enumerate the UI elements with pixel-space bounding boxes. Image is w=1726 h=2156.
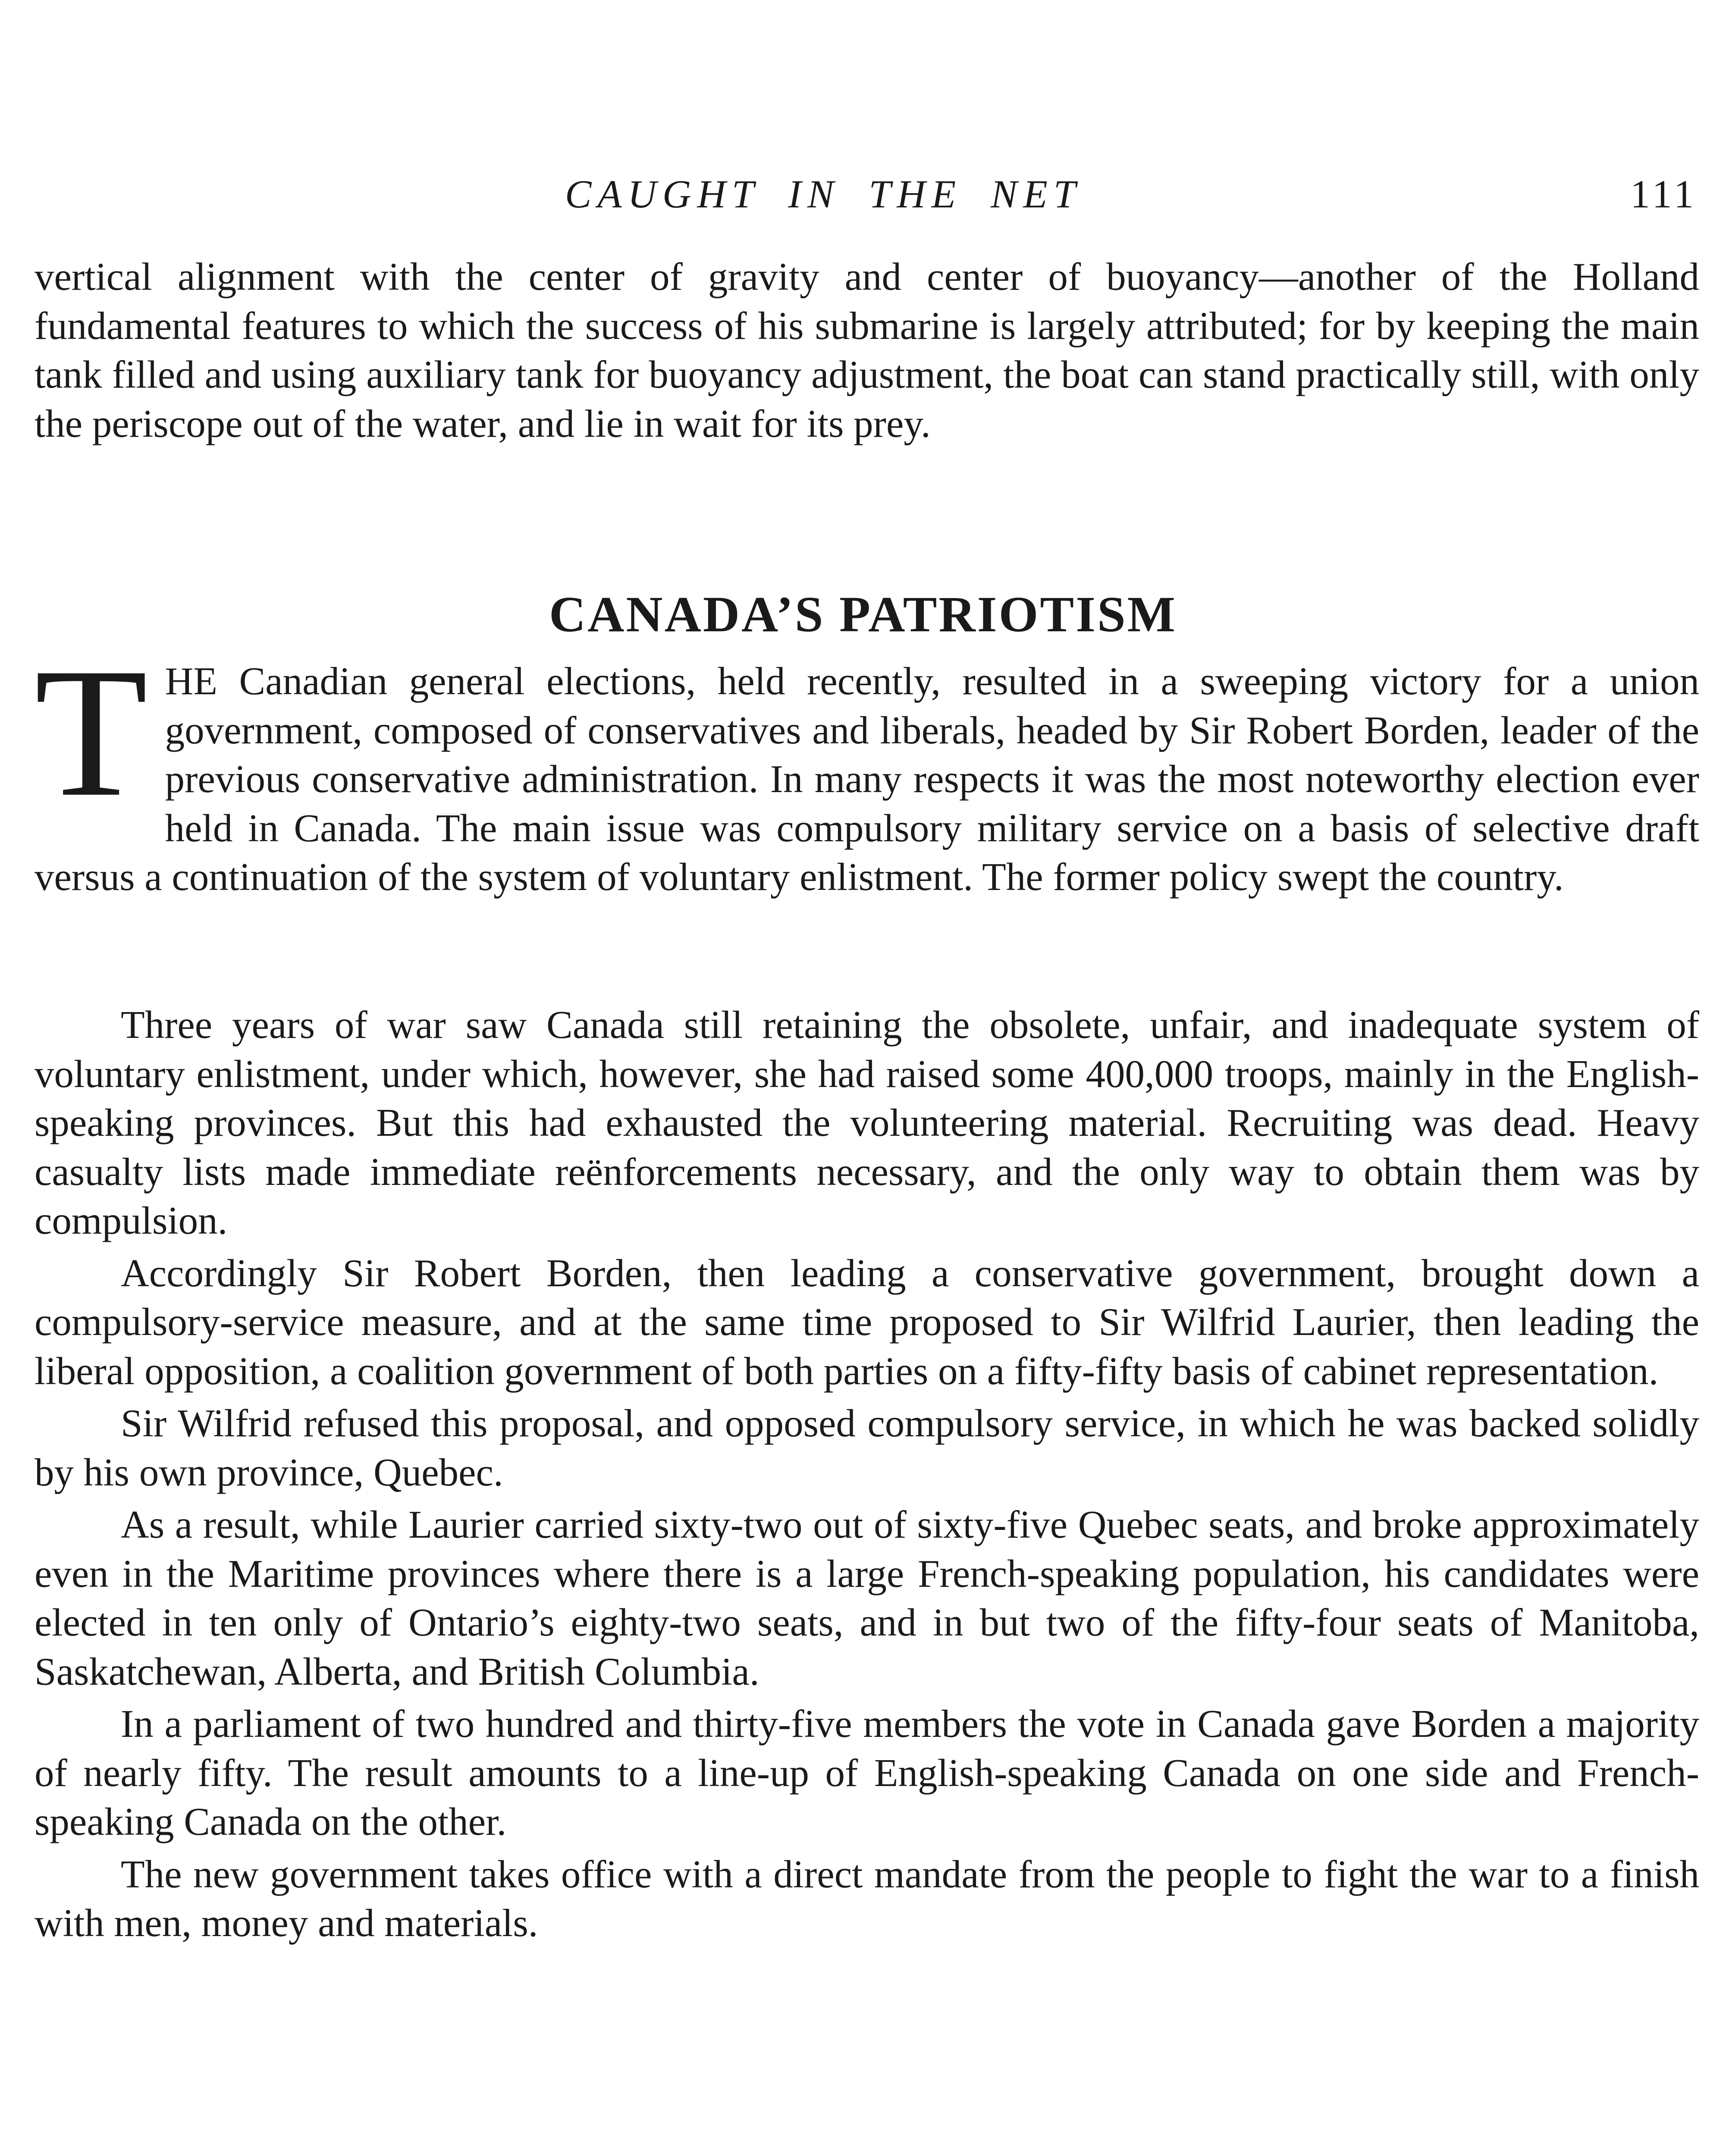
first-paragraph-text bbox=[35, 630, 1699, 902]
first-paragraph-rest: HE Canadian general elections, held recently, resulted in a sweeping victory for a union government, composed of conservatives and liberals, headed by Sir Robert Borden, leader of the previous conservative administration. In many respects it was the most noteworthy election ever held in Canada. The main issue was compulsory military service on a basis of selective draft versus a continuation of the system of voluntary enlistment. The former policy swept the country. bbox=[35, 659, 1699, 899]
page-number: 111 bbox=[1630, 172, 1698, 216]
running-title: CAUGHT IN THE NET bbox=[565, 172, 1082, 216]
body-paragraph: As a result, while Laurier carried sixty-two out of sixty-five Quebec seats, and broke approximately even in the Maritime provinces where there is a large French-speaking population, his candidates were elected in ten only of Ontario’s eighty-two seats, and in but two of the fifty-four seats of Manitoba, Saskatchewan, Alberta, and British Columbia. bbox=[35, 1503, 1699, 1693]
article-first-paragraph bbox=[35, 630, 1699, 902]
running-head bbox=[0, 168, 1726, 220]
body-paragraph: The new government takes office with a direct mandate from the people to fight the war to a finish with men, money and materials. bbox=[35, 1852, 1699, 1945]
body-paragraph: In a parliament of two hundred and thirty-five members the vote in Canada gave Borden a majority of nearly fifty. The result amounts to a line-up of English-speaking Canada on one side and French-speaking Canada on the other. bbox=[35, 1702, 1699, 1843]
intro-paragraph: vertical alignment with the center of gravity and center of buoyancy—another of the Holland fundamental features to which the success of his submarine is largely attributed; for by keeping the main tank filled and using auxiliary tank for buoyancy adjustment, the boat can stand practically still, with only the periscope out of the water, and lie in wait for its prey. bbox=[35, 255, 1699, 445]
body-paragraph: Sir Wilfrid refused this proposal, and opposed compulsory service, in which he was backed solidly by his own province, Quebec. bbox=[35, 1401, 1699, 1494]
intro-paragraph-block bbox=[35, 252, 1699, 448]
body-paragraph: Three years of war saw Canada still retaining the obsolete, unfair, and inadequate system of voluntary enlistment, under which, however, she had raised some 400,000 troops, mainly in the English-speaking provinces. But this had exhausted the volunteering material. Recruiting was dead. Heavy casualty lists made immediate reënforcements necessary, and the only way to obtain them was by compulsion. bbox=[35, 1003, 1699, 1242]
article-title: CANADA’S PATRIOTISM bbox=[549, 586, 1177, 642]
drop-cap: T bbox=[35, 630, 148, 835]
body-paragraph: Accordingly Sir Robert Borden, then leading a conservative government, brought down a compulsory-service measure, and at the same time proposed to Sir Wilfrid Laurier, then leading the liberal opposition, a coalition government of both parties on a fifty-fifty basis of cabinet representation. bbox=[35, 1251, 1699, 1393]
article-body bbox=[35, 1000, 1699, 1948]
